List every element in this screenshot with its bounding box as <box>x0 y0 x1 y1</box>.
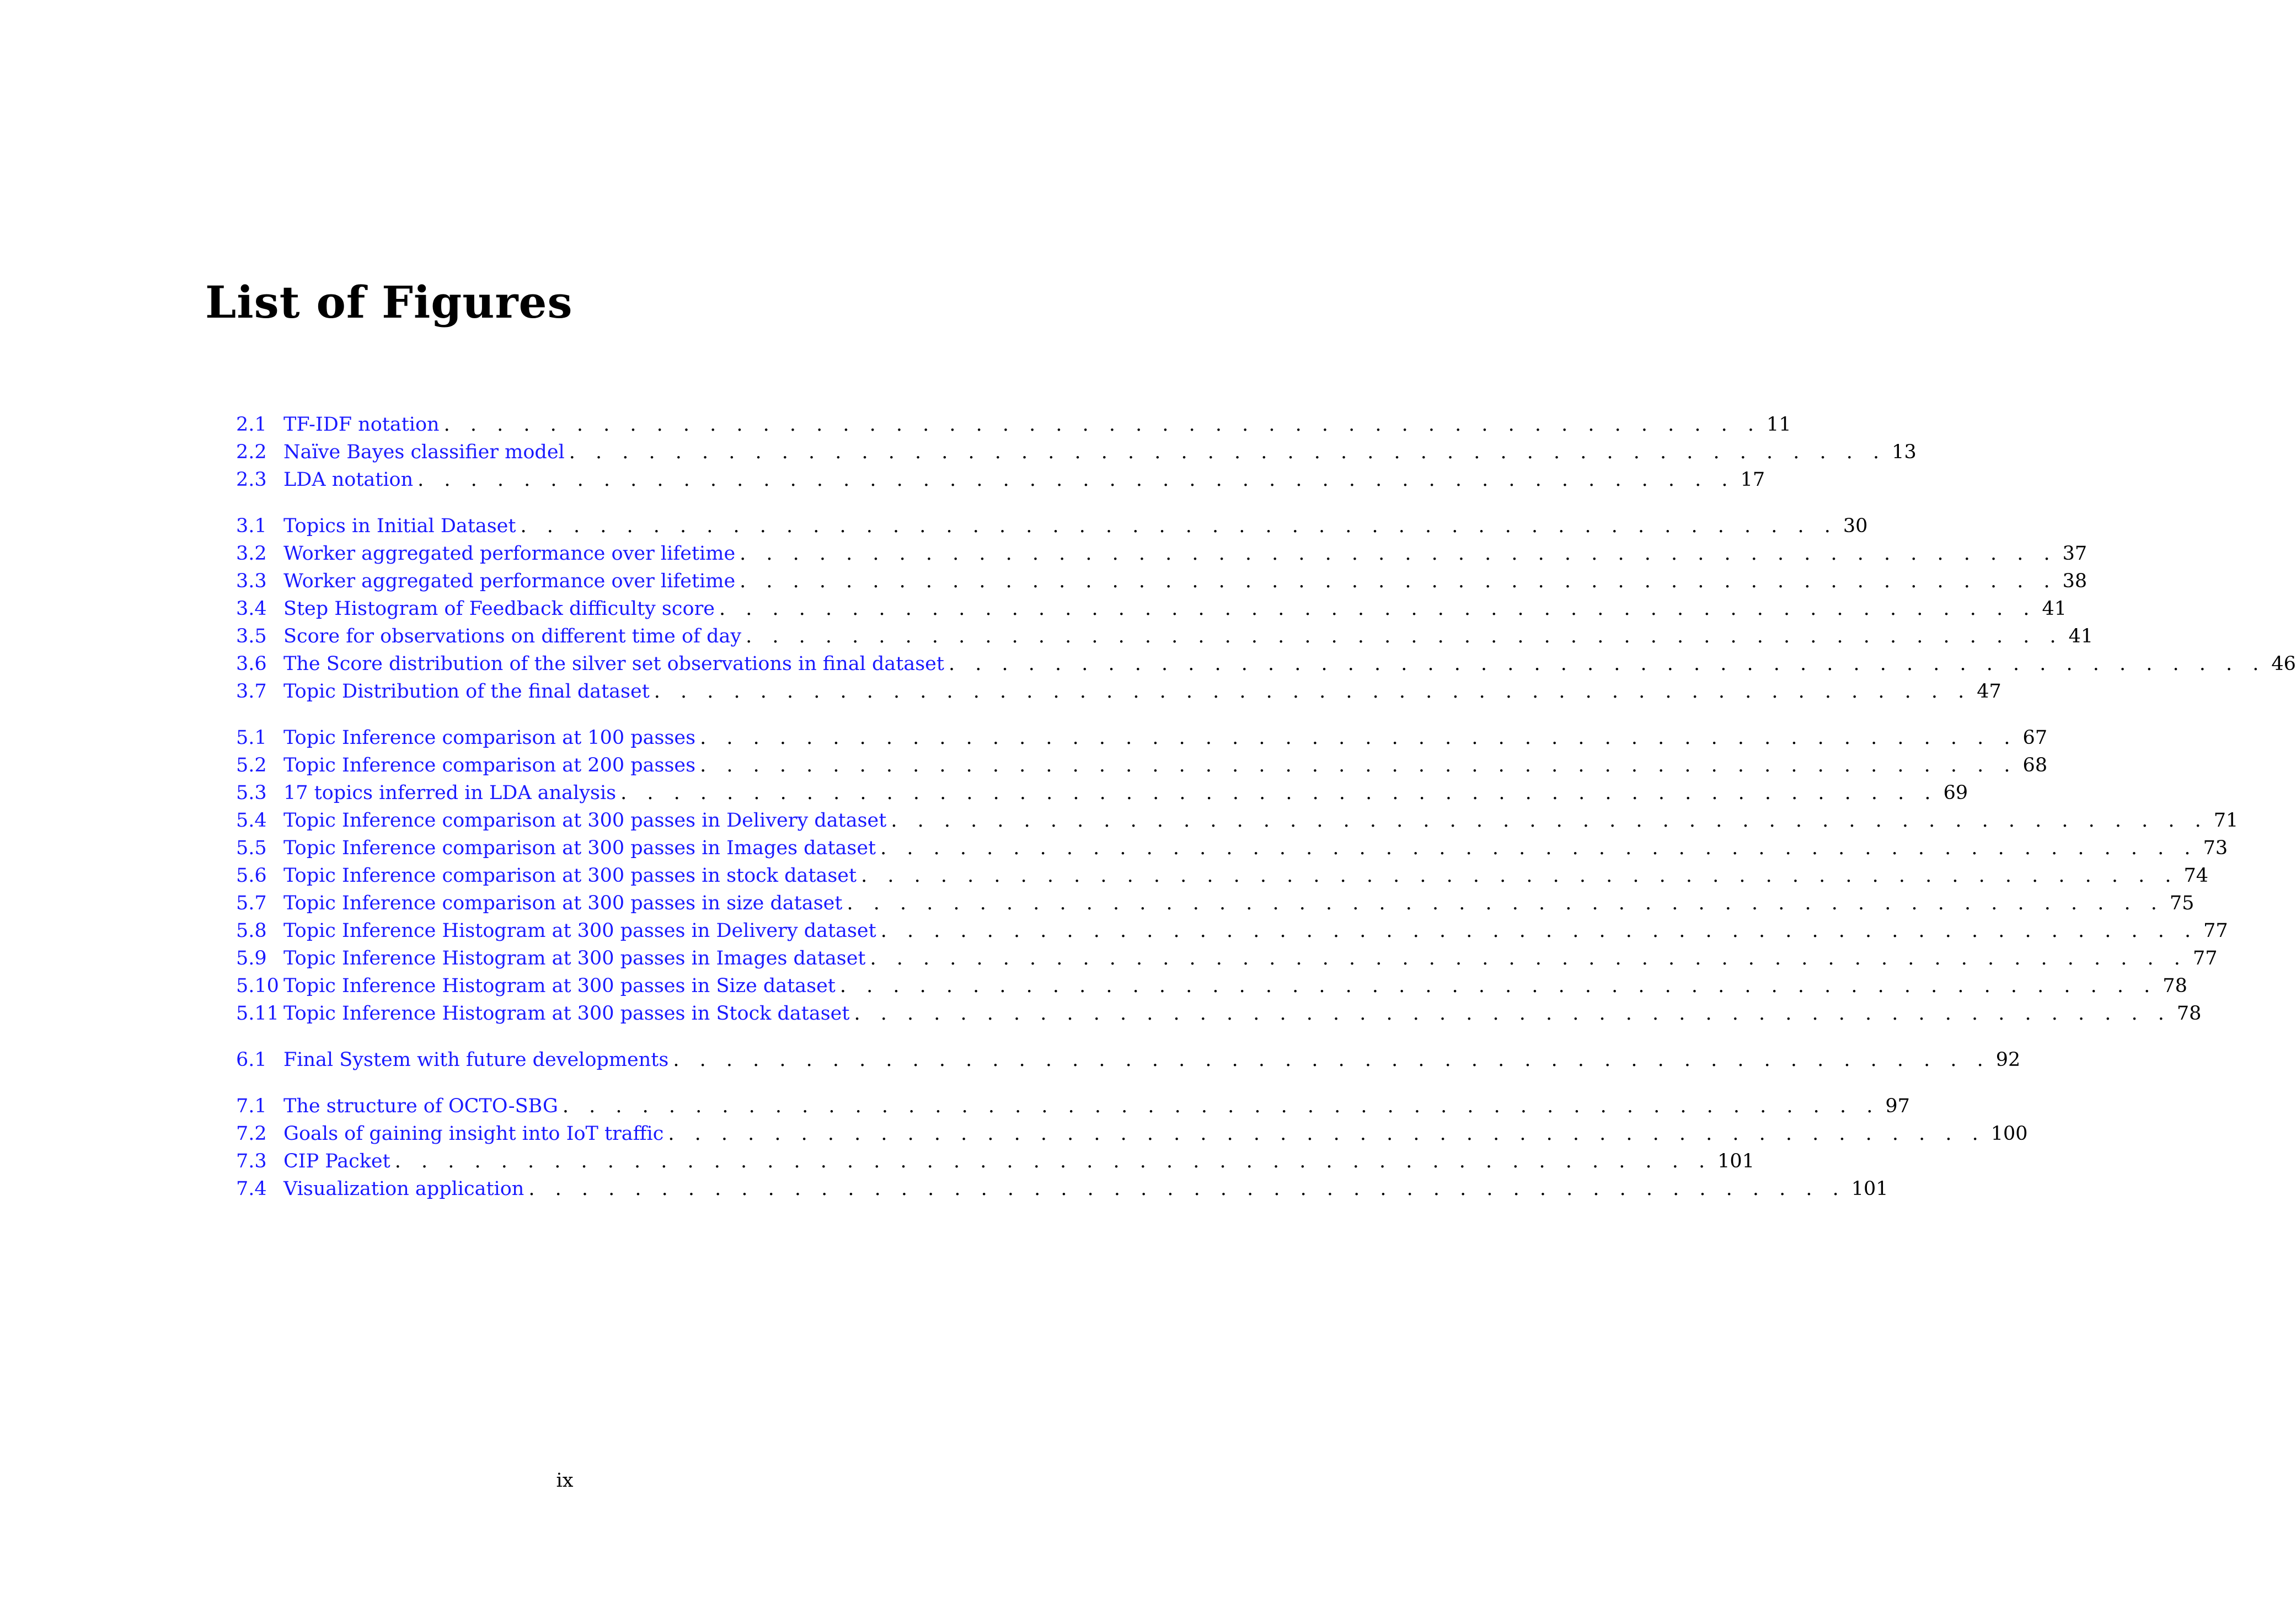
figure-title-link[interactable]: Worker aggregated performance over lifetime <box>283 543 736 565</box>
figure-number-link[interactable]: 5.8 <box>236 920 267 942</box>
figure-title-link[interactable]: Topic Inference comparison at 300 passes in size dataset <box>283 892 843 914</box>
dot-leader: . . . . . . . . . . . . . . . . . . . . . . . . . . . . . . . . . . . . . . . . . . . . . . . . . . <box>740 570 2057 592</box>
dot-leader: . . . . . . . . . . . . . . . . . . . . . . . . . . . . . . . . . . . . . . . . . . . . . . . . . . <box>847 892 2164 914</box>
dot-leader: . . . . . . . . . . . . . . . . . . . . . . . . . . . . . . . . . . . . . . . . . . . . . . . . . . <box>654 680 1972 703</box>
figure-page-number: 41 <box>2042 598 2067 620</box>
figure-number-link[interactable]: 3.7 <box>236 680 267 703</box>
figure-entry[interactable] <box>236 889 2195 917</box>
figure-number-link[interactable]: 6.1 <box>236 1049 267 1071</box>
figure-page-number: 101 <box>1717 1150 1754 1172</box>
figure-entry[interactable] <box>236 779 1968 807</box>
dot-leader: . . . . . . . . . . . . . . . . . . . . . . . . . . . . . . . . . . . . . . . . . . . . . . . . . . <box>620 782 1938 804</box>
dot-leader: . . . . . . . . . . . . . . . . . . . . . . . . . . . . . . . . . . . . . . . . . . . . . . . . . . <box>891 810 2208 832</box>
dot-leader: . . . . . . . . . . . . . . . . . . . . . . . . . . . . . . . . . . . . . . . . . . . . . . . . . . <box>740 543 2057 565</box>
figure-title-link[interactable]: Worker aggregated performance over lifetime <box>283 570 736 592</box>
figure-entry[interactable] <box>236 972 2187 1000</box>
figure-title-link[interactable]: The Score distribution of the silver set observations in final dataset <box>283 653 944 675</box>
figure-title-link[interactable]: Topic Inference comparison at 200 passes <box>283 754 696 776</box>
dot-leader: . . . . . . . . . . . . . . . . . . . . . . . . . . . . . . . . . . . . . . . . . . . . . . . . . . <box>569 441 1887 463</box>
figure-title-link[interactable]: Final System with future developments <box>283 1049 669 1071</box>
figure-page-number: 11 <box>1767 414 1791 436</box>
figure-entry[interactable] <box>236 724 2048 752</box>
figure-number-link[interactable]: 5.5 <box>236 837 267 859</box>
figure-title-link[interactable]: Naïve Bayes classifier model <box>283 441 565 463</box>
figure-title-link[interactable]: Topic Inference Histogram at 300 passes in Images dataset <box>283 947 866 969</box>
figure-title-link[interactable]: LDA notation <box>283 469 414 491</box>
figure-entry[interactable] <box>236 834 2228 862</box>
figure-number-link[interactable]: 5.2 <box>236 754 267 776</box>
figure-page-number: 71 <box>2213 810 2239 832</box>
figure-number-link[interactable]: 2.1 <box>236 414 267 436</box>
figure-title-link[interactable]: Visualization application <box>283 1178 525 1200</box>
figure-page-number: 100 <box>1990 1123 2028 1145</box>
figure-entry[interactable] <box>236 945 2218 972</box>
figure-entry[interactable] <box>236 438 1917 466</box>
dot-leader: . . . . . . . . . . . . . . . . . . . . . . . . . . . . . . . . . . . . . . . . . . . . . . . . . . <box>700 754 2017 776</box>
figure-number-link[interactable]: 3.2 <box>236 543 267 565</box>
figure-number-link[interactable]: 2.2 <box>236 441 267 463</box>
figure-title-link[interactable]: Topic Distribution of the final dataset <box>283 680 650 703</box>
figure-number-link[interactable]: 2.3 <box>236 469 267 491</box>
figure-number-link[interactable]: 5.9 <box>236 947 267 969</box>
figure-entry[interactable] <box>236 917 2228 945</box>
figure-page-number: 77 <box>2192 947 2218 969</box>
figure-page-number: 38 <box>2062 570 2088 592</box>
figure-group <box>236 411 1917 494</box>
figure-page-number: 97 <box>1885 1095 1910 1117</box>
figure-page-number: 68 <box>2022 754 2048 776</box>
figure-page-number: 74 <box>2183 865 2209 887</box>
figure-entry[interactable] <box>236 1000 2202 1027</box>
figure-page-number: 13 <box>1892 441 1917 463</box>
dot-leader: . . . . . . . . . . . . . . . . . . . . . . . . . . . . . . . . . . . . . . . . . . . . . . . . . . <box>673 1049 1990 1071</box>
figure-title-link[interactable]: Topic Inference comparison at 300 passes in Images dataset <box>283 837 876 859</box>
page-number-footer: ix <box>556 1470 574 1492</box>
dot-leader: . . . . . . . . . . . . . . . . . . . . . . . . . . . . . . . . . . . . . . . . . . . . . . . . . . <box>719 598 2037 620</box>
figure-page-number: 17 <box>1740 469 1765 491</box>
dot-leader: . . . . . . . . . . . . . . . . . . . . . . . . . . . . . . . . . . . . . . . . . . . . . . . . . . <box>839 975 2158 997</box>
figure-page-number: 73 <box>2203 837 2228 859</box>
figure-page-number: 78 <box>2176 1003 2202 1025</box>
figure-group <box>236 724 2239 1027</box>
dot-leader: . . . . . . . . . . . . . . . . . . . . . . . . . . . . . . . . . . . . . . . . . . . . . . . . . . <box>700 727 2017 749</box>
figure-entry[interactable] <box>236 1175 1888 1203</box>
figure-page-number: 78 <box>2163 975 2187 997</box>
dot-leader: . . . . . . . . . . . . . . . . . . . . . . . . . . . . . . . . . . . . . . . . . . . . . . . . . . <box>870 947 2187 969</box>
figure-title-link[interactable]: Topic Inference Histogram at 300 passes in Stock dataset <box>283 1003 850 1025</box>
figure-title-link[interactable]: Step Histogram of Feedback difficulty score <box>283 598 715 620</box>
figure-number-link[interactable]: 7.3 <box>236 1150 267 1172</box>
figure-number-link[interactable]: 7.2 <box>236 1123 267 1145</box>
figure-number-link[interactable]: 3.4 <box>236 598 267 620</box>
figure-number-link[interactable]: 5.7 <box>236 892 267 914</box>
figure-entry[interactable] <box>236 752 2048 779</box>
figure-page-number: 47 <box>1977 680 2001 703</box>
dot-leader: . . . . . . . . . . . . . . . . . . . . . . . . . . . . . . . . . . . . . . . . . . . . . . . . . . <box>854 1003 2171 1025</box>
figure-page-number: 101 <box>1851 1178 1888 1200</box>
figure-number-link[interactable]: 5.4 <box>236 810 267 832</box>
figure-group <box>236 1092 2028 1203</box>
figure-number-link[interactable]: 7.4 <box>236 1178 267 1200</box>
figure-list <box>236 411 2296 1221</box>
figure-entry[interactable] <box>236 466 1765 494</box>
figure-number-link[interactable]: 5.10 <box>236 975 279 997</box>
figure-number-link[interactable]: 5.3 <box>236 782 267 804</box>
figure-entry[interactable] <box>236 862 2209 889</box>
figure-entry[interactable] <box>236 595 2067 623</box>
figure-entry[interactable] <box>236 1120 2028 1148</box>
figure-entry[interactable] <box>236 411 1791 438</box>
dot-leader: . . . . . . . . . . . . . . . . . . . . . . . . . . . . . . . . . . . . . . . . . . . . . . . . . . <box>418 469 1735 491</box>
figure-number-link[interactable]: 3.1 <box>236 515 267 537</box>
dot-leader: . . . . . . . . . . . . . . . . . . . . . . . . . . . . . . . . . . . . . . . . . . . . . . . . . . <box>880 920 2198 942</box>
figure-page-number: 69 <box>1943 782 1968 804</box>
figure-number-link[interactable]: 5.6 <box>236 865 267 887</box>
figure-title-link[interactable]: Topic Inference comparison at 300 passes in Delivery dataset <box>283 810 887 832</box>
dot-leader: . . . . . . . . . . . . . . . . . . . . . . . . . . . . . . . . . . . . . . . . . . . . . . . . . . <box>880 837 2198 859</box>
figure-title-link[interactable]: Topics in Initial Dataset <box>283 515 516 537</box>
dot-leader: . . . . . . . . . . . . . . . . . . . . . . . . . . . . . . . . . . . . . . . . . . . . . . . . . . <box>948 653 2266 675</box>
figure-entry[interactable] <box>236 1092 1910 1120</box>
figure-entry[interactable] <box>236 650 2296 678</box>
figure-page-number: 92 <box>1995 1049 2021 1071</box>
dot-leader: . . . . . . . . . . . . . . . . . . . . . . . . . . . . . . . . . . . . . . . . . . . . . . . . . . <box>668 1123 1985 1145</box>
figure-page-number: 41 <box>2068 625 2094 647</box>
dot-leader: . . . . . . . . . . . . . . . . . . . . . . . . . . . . . . . . . . . . . . . . . . . . . . . . . . <box>746 625 2063 647</box>
figure-page-number: 30 <box>1843 515 1868 537</box>
figure-title-link[interactable]: The structure of OCTO-SBG <box>283 1095 558 1117</box>
figure-number-link[interactable]: 3.6 <box>236 653 267 675</box>
figure-group <box>236 1046 2021 1074</box>
figure-group <box>236 512 2296 705</box>
figure-page-number: 46 <box>2271 653 2296 675</box>
figure-title-link[interactable]: CIP Packet <box>283 1150 390 1172</box>
dot-leader: . . . . . . . . . . . . . . . . . . . . . . . . . . . . . . . . . . . . . . . . . . . . . . . . . . <box>394 1150 1712 1172</box>
dot-leader: . . . . . . . . . . . . . . . . . . . . . . . . . . . . . . . . . . . . . . . . . . . . . . . . . . <box>562 1095 1880 1117</box>
figure-title-link[interactable]: Topic Inference comparison at 100 passes <box>283 727 696 749</box>
figure-number-link[interactable]: 3.3 <box>236 570 267 592</box>
figure-title-link[interactable]: Topic Inference comparison at 300 passes in stock dataset <box>283 865 857 887</box>
dot-leader: . . . . . . . . . . . . . . . . . . . . . . . . . . . . . . . . . . . . . . . . . . . . . . . . . . <box>861 865 2179 887</box>
dot-leader: . . . . . . . . . . . . . . . . . . . . . . . . . . . . . . . . . . . . . . . . . . . . . . . . . . <box>528 1178 1846 1200</box>
figure-number-link[interactable]: 5.11 <box>236 1003 279 1025</box>
figure-entry[interactable] <box>236 540 2088 567</box>
figure-title-link[interactable]: Topic Inference Histogram at 300 passes in Delivery dataset <box>283 920 876 942</box>
figure-entry[interactable] <box>236 807 2239 834</box>
figure-title-link[interactable]: Score for observations on different time of day <box>283 625 742 647</box>
figure-page-number: 75 <box>2169 892 2195 914</box>
dot-leader: . . . . . . . . . . . . . . . . . . . . . . . . . . . . . . . . . . . . . . . . . . . . . . . . . . <box>520 515 1838 537</box>
figure-title-link[interactable]: Topic Inference Histogram at 300 passes in Size dataset <box>283 975 836 997</box>
dot-leader: . . . . . . . . . . . . . . . . . . . . . . . . . . . . . . . . . . . . . . . . . . . . . . . . . . <box>443 414 1762 436</box>
figure-page-number: 37 <box>2062 543 2088 565</box>
figure-entry[interactable] <box>236 1148 1754 1175</box>
figure-entry[interactable] <box>236 678 2001 705</box>
figure-page-number: 67 <box>2022 727 2048 749</box>
figure-page-number: 77 <box>2203 920 2228 942</box>
figure-number-link[interactable]: 5.1 <box>236 727 267 749</box>
figure-entry[interactable] <box>236 623 2094 650</box>
figure-entry[interactable] <box>236 1046 2021 1074</box>
figure-number-link[interactable]: 3.5 <box>236 625 267 647</box>
page-title: List of Figures <box>205 276 573 328</box>
figure-title-link[interactable]: Goals of gaining insight into IoT traffic <box>283 1123 664 1145</box>
figure-entry[interactable] <box>236 567 2088 595</box>
figure-title-link[interactable]: TF-IDF notation <box>283 414 440 436</box>
figure-number-link[interactable]: 7.1 <box>236 1095 267 1117</box>
figure-entry[interactable] <box>236 512 1868 540</box>
figure-title-link[interactable]: 17 topics inferred in LDA analysis <box>283 782 617 804</box>
